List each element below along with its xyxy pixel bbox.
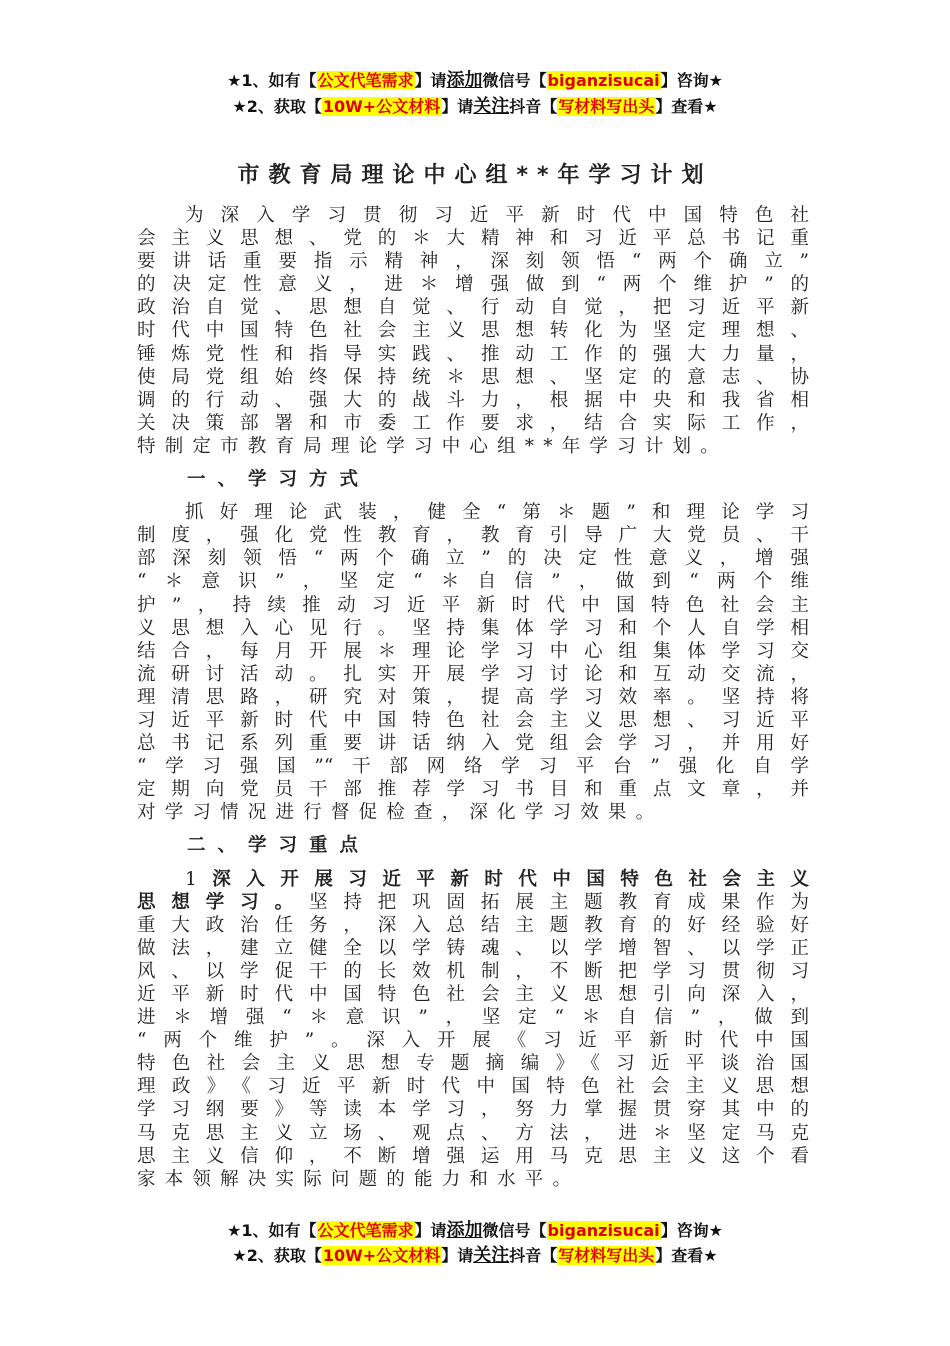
document-body bbox=[137, 204, 809, 1191]
section-2-heading: 二、学习重点 bbox=[187, 835, 371, 857]
paragraph-line: 制度，强化党性教育，教育引导广大党员、干 bbox=[137, 525, 809, 547]
paragraph-line: 部深刻领悟“两个确立”的决定性意义，增强 bbox=[137, 548, 809, 570]
promo-text: 】请 bbox=[441, 1246, 474, 1265]
paragraph-line: 进＊增强“＊意识”，坚定“＊自信”，做到 bbox=[137, 1007, 809, 1029]
paragraph-line: 使局党组始终保持统＊思想、坚定的意志、协 bbox=[137, 366, 809, 388]
paragraph-line: “＊意识”，坚定“＊自信”，做到“两个维 bbox=[137, 571, 809, 593]
promo-text: ★2、获取【 bbox=[232, 97, 322, 116]
paragraph-line bbox=[137, 891, 809, 914]
paragraph-line: 思主义信仰，不断增强运用马克思主义这个看 bbox=[137, 1145, 809, 1167]
paragraph-line: 关决策部署和市委工作要求，结合实际工作， bbox=[137, 412, 809, 434]
promo-text: ★1、如有【 bbox=[227, 1221, 317, 1240]
paragraph-line: 抓好理论武装，健全“第＊题”和理论学习 bbox=[185, 502, 809, 524]
promo-underlined: 关注 bbox=[473, 1245, 510, 1266]
promo-highlight: 公文代笔需求 bbox=[317, 71, 414, 90]
promo-underlined: 关注 bbox=[473, 96, 510, 117]
promo-underlined: 添加 bbox=[446, 1220, 483, 1241]
paragraph-line: 政治自觉、思想自觉、行动自觉，把习近平新 bbox=[137, 297, 809, 319]
paragraph-line: 护”，持续推动习近平新时代中国特色社会主 bbox=[137, 594, 809, 616]
promo-text: 】咨询★ bbox=[660, 71, 723, 90]
paragraph-line: 会主义思想、党的＊大精神和习近平总书记重 bbox=[137, 228, 809, 250]
promo-line-1-top bbox=[0, 70, 950, 92]
promo-text: ★1、如有【 bbox=[227, 71, 317, 90]
paragraph-line: 特制定市教育局理论学习中心组**年学习计划。 bbox=[137, 435, 728, 457]
paragraph-line: 流研讨活动。扎实开展学习讨论和互动交流， bbox=[137, 663, 809, 685]
paragraph-line: 要讲话重要指示精神，深刻领悟“两个确立” bbox=[137, 251, 809, 273]
promo-line-2-bottom bbox=[0, 1245, 950, 1267]
paragraph-line: 定期向党员干部推荐学习书目和重点文章，并 bbox=[137, 779, 809, 801]
paragraph-line: 马克思主义立场、观点、方法，进＊坚定马克 bbox=[137, 1122, 809, 1144]
paragraph-line: 的决定性意义，进＊增强做到“两个维护”的 bbox=[137, 274, 809, 296]
promo-highlight: 写材料写出头 bbox=[558, 97, 655, 116]
paragraph-line: 近平新时代中国特色社会主义思想引向深入， bbox=[137, 984, 809, 1005]
promo-text: 】咨询★ bbox=[660, 1221, 723, 1240]
paragraph-line: “两个维护”。深入开展《习近平新时代中国 bbox=[137, 1030, 809, 1052]
promo-text: ★2、获取【 bbox=[232, 1246, 322, 1265]
paragraph-line: 总书记系列重要讲话纳入党组会学习，并用好 bbox=[137, 733, 809, 755]
promo-highlight: 10W+公文材料 bbox=[322, 97, 441, 116]
promo-text: 】请 bbox=[414, 1221, 447, 1240]
promo-text: 】查看★ bbox=[655, 1246, 718, 1265]
item-bold-heading: 深入开展习近平新时代中国特色社会主义 bbox=[196, 868, 809, 890]
item-text: 坚持把巩固拓展主题教育成果作为 bbox=[308, 891, 809, 913]
paragraph-line: 调的行动、强大的战斗力，根据中央和我省相 bbox=[137, 389, 809, 411]
item-number: 1 bbox=[185, 868, 197, 890]
paragraph-line: 理清思路，研究对策，提高学习效率。坚持将 bbox=[137, 686, 809, 708]
paragraph-line: 习近平新时代中国特色社会主义思想、习近平 bbox=[137, 709, 809, 731]
paragraph-line: 做法，建立健全以学铸魂、以学增智、以学正 bbox=[137, 937, 809, 959]
paragraph-line: 风、以学促干的长效机制，不断把学习贯彻习 bbox=[137, 960, 809, 982]
promo-highlight: 写材料写出头 bbox=[558, 1246, 655, 1265]
paragraph-line: 锤炼党性和指导实践、推动工作的强大力量， bbox=[137, 343, 809, 365]
paragraph-line: 学习纲要》等读本学习，努力掌握贯穿其中的 bbox=[137, 1099, 809, 1121]
promo-highlight: 公文代笔需求 bbox=[317, 1221, 414, 1240]
document-title: 市教育局理论中心组**年学习计划 bbox=[237, 163, 713, 188]
paragraph-line: 重大政治任务，深入总结主题教育的好经验好 bbox=[137, 914, 809, 936]
promo-highlight: biganzisucai bbox=[547, 71, 660, 90]
section-2-paragraph bbox=[137, 868, 809, 1191]
promo-line-2-top bbox=[0, 96, 950, 118]
paragraph-line: 特色社会主义思想专题摘编》《习近平谈治国 bbox=[137, 1053, 809, 1075]
paragraph-line: 时代中国特色社会主义思想转化为坚定理想、 bbox=[137, 320, 809, 342]
paragraph-line: 结合，每月开展＊理论学习中心组集体学习交 bbox=[137, 640, 809, 662]
promo-text: 微信号【 bbox=[482, 71, 547, 90]
promo-text: 抖音【 bbox=[509, 1246, 558, 1265]
intro-paragraph bbox=[137, 204, 809, 458]
promo-text: 】查看★ bbox=[655, 97, 718, 116]
item-bold-heading: 思想学习。 bbox=[137, 891, 309, 913]
paragraph-line bbox=[137, 868, 809, 891]
paragraph-line: 家本领解决实际问题的能力和水平。 bbox=[137, 1168, 581, 1190]
promo-text: 】请 bbox=[441, 97, 474, 116]
promo-underlined: 添加 bbox=[446, 70, 483, 91]
paragraph-line: 义思想入心见行。坚持集体学习和个人自学相 bbox=[137, 617, 809, 639]
promo-text: 】请 bbox=[414, 71, 447, 90]
promo-text: 微信号【 bbox=[482, 1221, 547, 1240]
section-1-heading: 一、学习方式 bbox=[187, 469, 371, 491]
paragraph-line: 对学习情况进行督促检查，深化学习效果。 bbox=[137, 802, 664, 824]
paragraph-line: 理政》《习近平新时代中国特色社会主义思想 bbox=[137, 1076, 809, 1098]
promo-text: 抖音【 bbox=[509, 97, 558, 116]
paragraph-line: 为深入学习贯彻习近平新时代中国特色社 bbox=[185, 205, 809, 226]
section-1-paragraph bbox=[137, 501, 809, 824]
promo-line-1-bottom bbox=[0, 1220, 950, 1242]
promo-highlight: biganzisucai bbox=[547, 1221, 660, 1240]
paragraph-line: “学习强国”“干部网络学习平台”强化自学 bbox=[137, 756, 809, 778]
promo-highlight: 10W+公文材料 bbox=[322, 1246, 441, 1265]
